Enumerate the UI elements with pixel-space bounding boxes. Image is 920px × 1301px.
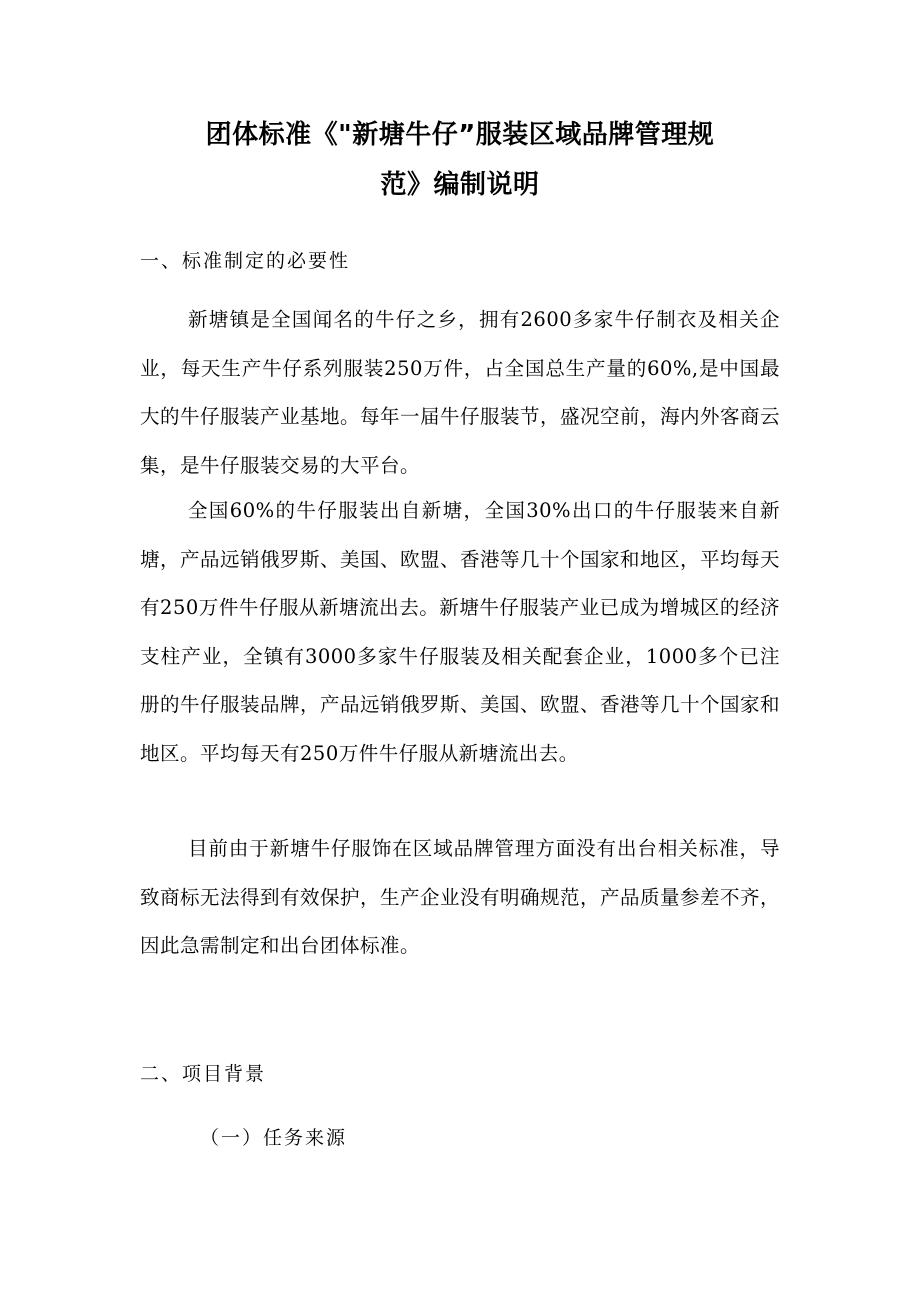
section-2-heading: 二、项目背景	[140, 1063, 267, 1085]
section-1-paragraph-3: 目前由于新塘牛仔服饰在区域品牌管理方面没有出台相关标准，导致商标无法得到有效保护，生产企业没有明确规范，产品质量参差不齐，因此急需制定和出台团体标准。	[140, 837, 781, 957]
section-1-paragraph-1: 新塘镇是全国闻名的牛仔之乡，拥有2600多家牛仔制衣及相关企业，每天生产牛仔系列服装250万件，占全国总生产量的60%,是中国最大的牛仔服装产业基地。每年一届牛仔服装节，盛况空前，海内外客商云集，是牛仔服装交易的大平台。	[140, 308, 781, 477]
section-1-heading: 一、标准制定的必要性	[140, 250, 351, 272]
section-2-subheading: （一）任务来源	[200, 1127, 348, 1149]
document-title-line-2: 范》编制说明	[380, 170, 540, 200]
document-title-line-1: 团体标准《"新塘牛仔”服装区域品牌管理规	[205, 120, 715, 150]
section-1-paragraph-2: 全国60%的牛仔服装出自新塘，全国30%出口的牛仔服装来自新塘，产品远销俄罗斯、美国、欧盟、香港等几十个国家和地区，平均每天有250万件牛仔服从新塘流出去。新塘牛仔服装产业已成为增城区的经济支柱产业，全镇有3000多家牛仔服装及相关配套企业，1000多个已注册的牛仔服装品牌，产品远销俄罗斯、美国、欧盟、香港等几十个国家和地区。平均每天有250万件牛仔服从新塘流出去。	[140, 499, 781, 765]
